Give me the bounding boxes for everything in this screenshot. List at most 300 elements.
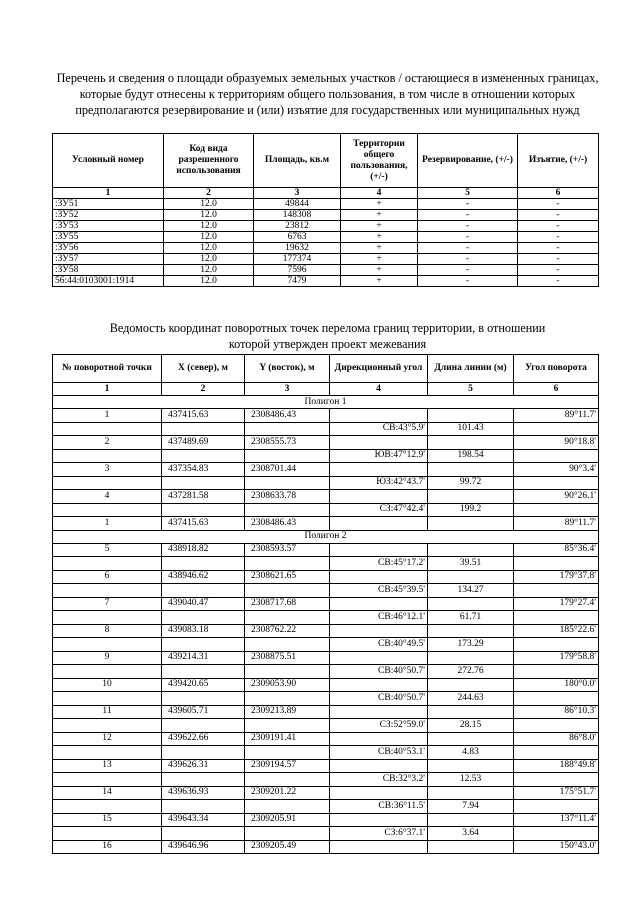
table-cell: 7: [53, 597, 162, 611]
table-cell: Полигон 2: [53, 530, 599, 543]
table-cell: 4: [53, 490, 162, 504]
point-row: [53, 759, 599, 773]
table-cell: 198.54: [428, 449, 514, 463]
table-cell: +: [341, 232, 418, 243]
table-cell: [428, 840, 514, 854]
table-cell: [428, 651, 514, 665]
table-cell: [428, 463, 514, 477]
table-cell: 2308762.22: [245, 624, 330, 638]
column-number: 3: [245, 383, 330, 396]
table-cell: [428, 490, 514, 504]
table-cell: [162, 611, 245, 625]
table-row: [53, 265, 599, 276]
table-cell: :ЗУ57: [53, 254, 164, 265]
table-cell: 175°51.7': [514, 786, 599, 800]
table-cell: +: [341, 210, 418, 221]
segment-row: [53, 557, 599, 571]
column-number-row: [53, 383, 599, 396]
table1-body: [53, 199, 599, 287]
column-number: 6: [514, 383, 599, 396]
table-cell: [162, 503, 245, 517]
table-cell: 2308486.43: [245, 517, 330, 531]
point-row: [53, 678, 599, 692]
table-cell: -: [418, 254, 518, 265]
table-cell: -: [418, 210, 518, 221]
table-cell: ЮВ:47°12.9': [330, 449, 428, 463]
table-cell: [162, 692, 245, 706]
table-cell: [245, 611, 330, 625]
table-cell: 188°49.8': [514, 759, 599, 773]
table-cell: -: [518, 199, 599, 210]
table-cell: СВ:45°39.5': [330, 584, 428, 598]
table-cell: 85°36.4': [514, 543, 599, 557]
column-number: 3: [254, 188, 341, 199]
table-cell: [53, 584, 162, 598]
header-cell: Y (восток), м: [245, 355, 330, 383]
table-cell: ЮЗ:42°43.7': [330, 476, 428, 490]
header-cell: X (север), м: [162, 355, 245, 383]
table-cell: [245, 665, 330, 679]
table-cell: [53, 638, 162, 652]
table-cell: [330, 786, 428, 800]
table-cell: 179°58.8': [514, 651, 599, 665]
table-cell: [330, 570, 428, 584]
table-cell: [514, 719, 599, 733]
segment-row: [53, 692, 599, 706]
table-cell: 439636.93: [162, 786, 245, 800]
header-cell: Угол поворота: [514, 355, 599, 383]
table-cell: [245, 476, 330, 490]
table-cell: 2308555.73: [245, 436, 330, 450]
table-cell: 4.83: [428, 746, 514, 760]
table-cell: [330, 813, 428, 827]
table-cell: [53, 422, 162, 436]
table-cell: [514, 665, 599, 679]
table-cell: [514, 746, 599, 760]
table-cell: [245, 449, 330, 463]
table-cell: -: [518, 265, 599, 276]
table-cell: [330, 543, 428, 557]
table-cell: [245, 422, 330, 436]
table-cell: 439646.96: [162, 840, 245, 854]
table-cell: 439626.31: [162, 759, 245, 773]
point-row: [53, 543, 599, 557]
table-cell: [162, 827, 245, 841]
table-cell: 56:44:0103001:1914: [53, 276, 164, 287]
table-cell: +: [341, 199, 418, 210]
point-row: [53, 463, 599, 477]
table-cell: [514, 476, 599, 490]
table-cell: [162, 422, 245, 436]
table-cell: -: [518, 276, 599, 287]
table-cell: 244.63: [428, 692, 514, 706]
table-cell: [245, 746, 330, 760]
point-row: [53, 732, 599, 746]
table-cell: 12.0: [164, 254, 254, 265]
segment-row: [53, 665, 599, 679]
table-cell: [53, 611, 162, 625]
table-cell: -: [418, 199, 518, 210]
table-cell: [162, 476, 245, 490]
table-cell: [245, 827, 330, 841]
header-cell: Территории общего пользования, (+/-): [341, 134, 418, 188]
table-cell: [162, 557, 245, 571]
table-cell: 437281.58: [162, 490, 245, 504]
segment-row: [53, 746, 599, 760]
table-cell: СВ:46°12.1': [330, 611, 428, 625]
table-cell: [514, 827, 599, 841]
table-cell: [53, 503, 162, 517]
segment-row: [53, 827, 599, 841]
table-cell: [428, 705, 514, 719]
table-cell: СВ:36°11.5': [330, 800, 428, 814]
table-cell: [514, 503, 599, 517]
table-cell: [330, 651, 428, 665]
table-cell: 134.27: [428, 584, 514, 598]
table-cell: 2309191.41: [245, 732, 330, 746]
table-cell: [514, 449, 599, 463]
table-cell: СВ:40°53.1': [330, 746, 428, 760]
table-cell: 2309194.57: [245, 759, 330, 773]
table-cell: СВ:32°3.2': [330, 773, 428, 787]
table-cell: [514, 557, 599, 571]
table-cell: :ЗУ51: [53, 199, 164, 210]
table-row: [53, 232, 599, 243]
point-row: [53, 786, 599, 800]
table-cell: 10: [53, 678, 162, 692]
polygon-title-row: [53, 530, 599, 543]
table-cell: [245, 584, 330, 598]
table1-heading: Перечень и сведения о площади образуемых земельных участков / остающиеся в измененных границах, которые будут отнесены к территориям общего пользования, в том числе в отношении которых предполагаются резервирование и (или) изъятие для государственных или муниципальных нужд: [56, 71, 599, 117]
table-cell: [330, 436, 428, 450]
table-cell: 2308633.78: [245, 490, 330, 504]
table-cell: [428, 786, 514, 800]
table-cell: +: [341, 254, 418, 265]
table-cell: [53, 449, 162, 463]
table-cell: -: [518, 210, 599, 221]
table-cell: +: [341, 265, 418, 276]
table-cell: [162, 449, 245, 463]
point-row: [53, 840, 599, 854]
table-cell: 437489.69: [162, 436, 245, 450]
table-cell: [428, 813, 514, 827]
segment-row: [53, 503, 599, 517]
table-row: [53, 254, 599, 265]
table-cell: [245, 557, 330, 571]
table-cell: [245, 638, 330, 652]
column-number: 6: [518, 188, 599, 199]
header-cell: Резервирование, (+/-): [418, 134, 518, 188]
table-cell: 5: [53, 543, 162, 557]
table-cell: 1: [53, 517, 162, 531]
table-cell: 89°11.7': [514, 517, 599, 531]
table-cell: [428, 732, 514, 746]
table-cell: 2: [53, 436, 162, 450]
table-cell: [53, 827, 162, 841]
table-cell: [245, 692, 330, 706]
table-cell: СВ:40°50.7': [330, 692, 428, 706]
table-cell: 2309205.49: [245, 840, 330, 854]
table-cell: 2309205.91: [245, 813, 330, 827]
table-cell: 438918.82: [162, 543, 245, 557]
segment-row: [53, 638, 599, 652]
table-cell: 2309053.90: [245, 678, 330, 692]
table-cell: :ЗУ56: [53, 243, 164, 254]
header-cell: Площадь, кв.м: [254, 134, 341, 188]
point-row: [53, 705, 599, 719]
table-cell: 150°43.0': [514, 840, 599, 854]
table-cell: 179°27.4': [514, 597, 599, 611]
table-cell: 1: [53, 409, 162, 423]
table-cell: [162, 665, 245, 679]
table-cell: 86°8.0': [514, 732, 599, 746]
table-cell: [330, 678, 428, 692]
table-cell: 2309213.89: [245, 705, 330, 719]
table-cell: [53, 800, 162, 814]
table-cell: 90°18.8': [514, 436, 599, 450]
table-cell: [53, 665, 162, 679]
table-cell: 16: [53, 840, 162, 854]
table-row: [53, 221, 599, 232]
table-row: [53, 199, 599, 210]
table-cell: 3: [53, 463, 162, 477]
table-cell: [330, 597, 428, 611]
table-cell: 7.94: [428, 800, 514, 814]
table-cell: -: [418, 276, 518, 287]
table-cell: 90°3.4': [514, 463, 599, 477]
point-row: [53, 570, 599, 584]
segment-row: [53, 800, 599, 814]
table-cell: СЗ:52°59.0': [330, 719, 428, 733]
table-cell: [245, 800, 330, 814]
point-row: [53, 409, 599, 423]
table-cell: СЗ:47°42.4': [330, 503, 428, 517]
table-cell: 11: [53, 705, 162, 719]
table-cell: 177374: [254, 254, 341, 265]
table-cell: [428, 759, 514, 773]
table-cell: СВ:43°5.9': [330, 422, 428, 436]
table-cell: -: [418, 265, 518, 276]
header-cell: Изъятие, (+/-): [518, 134, 599, 188]
table-cell: 437354.83: [162, 463, 245, 477]
table-cell: [514, 773, 599, 787]
table-cell: 439605.71: [162, 705, 245, 719]
table-cell: [53, 773, 162, 787]
table-cell: 137°11.4': [514, 813, 599, 827]
table-cell: -: [518, 221, 599, 232]
table-cell: СВ:45°17.2': [330, 557, 428, 571]
table-cell: 12.0: [164, 199, 254, 210]
table-cell: [162, 584, 245, 598]
table-cell: -: [418, 243, 518, 254]
table-cell: 7596: [254, 265, 341, 276]
column-number: 4: [330, 383, 428, 396]
point-row: [53, 624, 599, 638]
table-cell: [428, 624, 514, 638]
point-row: [53, 517, 599, 531]
table-cell: [330, 705, 428, 719]
table-cell: 437415.63: [162, 409, 245, 423]
point-row: [53, 813, 599, 827]
table-cell: 2309201.22: [245, 786, 330, 800]
table-cell: :ЗУ52: [53, 210, 164, 221]
table-cell: 439622.66: [162, 732, 245, 746]
column-number: 4: [341, 188, 418, 199]
table-cell: [53, 746, 162, 760]
table-cell: 86°10.3': [514, 705, 599, 719]
segment-row: [53, 611, 599, 625]
table-cell: -: [418, 221, 518, 232]
table-cell: 28.15: [428, 719, 514, 733]
table-cell: 90°26.1': [514, 490, 599, 504]
table-cell: [53, 719, 162, 733]
table-cell: 12.0: [164, 243, 254, 254]
table-cell: [428, 436, 514, 450]
table-cell: СВ:40°49.5': [330, 638, 428, 652]
table-row: [53, 276, 599, 287]
table-cell: 61.71: [428, 611, 514, 625]
table-cell: 3.64: [428, 827, 514, 841]
table-cell: СВ:40°50.7': [330, 665, 428, 679]
table-cell: [330, 517, 428, 531]
table-cell: [330, 463, 428, 477]
table-cell: 7479: [254, 276, 341, 287]
table-cell: 439040.47: [162, 597, 245, 611]
land-plots-table: [52, 133, 599, 287]
table-cell: 2308621.65: [245, 570, 330, 584]
table-header-row: [53, 134, 599, 188]
column-number: 1: [53, 188, 164, 199]
point-row: [53, 490, 599, 504]
column-number: 2: [164, 188, 254, 199]
table-cell: 437415.63: [162, 517, 245, 531]
coordinates-table: [52, 354, 599, 854]
table-cell: 23812: [254, 221, 341, 232]
table-cell: 89°11.7': [514, 409, 599, 423]
table-cell: [53, 476, 162, 490]
table-cell: [428, 409, 514, 423]
table-cell: 439420.65: [162, 678, 245, 692]
table-cell: [245, 719, 330, 733]
column-number: 1: [53, 383, 162, 396]
segment-row: [53, 476, 599, 490]
table-cell: 19632: [254, 243, 341, 254]
table-cell: :ЗУ53: [53, 221, 164, 232]
segment-row: [53, 719, 599, 733]
header-cell: Условный номер: [53, 134, 164, 188]
table-cell: 180°0.0': [514, 678, 599, 692]
column-number: 5: [418, 188, 518, 199]
table-cell: [53, 692, 162, 706]
table-cell: 14: [53, 786, 162, 800]
table-header-row: [53, 355, 599, 383]
table-cell: 179°37.8': [514, 570, 599, 584]
segment-row: [53, 422, 599, 436]
table-cell: 2308875.51: [245, 651, 330, 665]
point-row: [53, 597, 599, 611]
header-cell: Код вида разрешенного использования: [164, 134, 254, 188]
table-cell: 439643.34: [162, 813, 245, 827]
table-cell: [330, 840, 428, 854]
table-cell: 101.43: [428, 422, 514, 436]
table-cell: [514, 638, 599, 652]
segment-row: [53, 584, 599, 598]
table-cell: 185°22.6': [514, 624, 599, 638]
table-cell: Полигон 1: [53, 396, 599, 409]
table-cell: [330, 732, 428, 746]
table-cell: 272.76: [428, 665, 514, 679]
table-cell: [162, 638, 245, 652]
table-row: [53, 210, 599, 221]
table-cell: :ЗУ55: [53, 232, 164, 243]
table-cell: [245, 773, 330, 787]
table-cell: [245, 503, 330, 517]
table-cell: +: [341, 276, 418, 287]
table-cell: 2308701.44: [245, 463, 330, 477]
table-cell: [162, 746, 245, 760]
column-number: 5: [428, 383, 514, 396]
table-cell: 12.0: [164, 221, 254, 232]
table-cell: 199.2: [428, 503, 514, 517]
table-cell: 2308593.57: [245, 543, 330, 557]
table-cell: 9: [53, 651, 162, 665]
column-number-row: [53, 188, 599, 199]
table-cell: -: [418, 232, 518, 243]
point-row: [53, 651, 599, 665]
table-cell: 439083.18: [162, 624, 245, 638]
table-cell: [428, 597, 514, 611]
table-cell: 12.0: [164, 265, 254, 276]
table-cell: 2308486.43: [245, 409, 330, 423]
table-cell: 12.0: [164, 276, 254, 287]
table-cell: [514, 800, 599, 814]
table-cell: 12.0: [164, 232, 254, 243]
table-cell: 12.53: [428, 773, 514, 787]
table-cell: 439214.31: [162, 651, 245, 665]
table-cell: 49844: [254, 199, 341, 210]
table-cell: [514, 584, 599, 598]
table-cell: [514, 611, 599, 625]
table-cell: -: [518, 232, 599, 243]
header-cell: № поворотной точки: [53, 355, 162, 383]
table-cell: [162, 773, 245, 787]
table-cell: 39.51: [428, 557, 514, 571]
table-cell: [162, 719, 245, 733]
table-cell: [428, 517, 514, 531]
table-cell: +: [341, 221, 418, 232]
table-cell: 438946.62: [162, 570, 245, 584]
table-cell: [514, 692, 599, 706]
table-cell: 12: [53, 732, 162, 746]
column-number: 2: [162, 383, 245, 396]
table-cell: :ЗУ58: [53, 265, 164, 276]
polygon-title-row: [53, 396, 599, 409]
table-cell: [330, 624, 428, 638]
table-cell: 99.72: [428, 476, 514, 490]
table-cell: +: [341, 243, 418, 254]
table-cell: [330, 759, 428, 773]
table-cell: 8: [53, 624, 162, 638]
table-cell: 6: [53, 570, 162, 584]
table-cell: [428, 678, 514, 692]
table-cell: 12.0: [164, 210, 254, 221]
table-cell: [330, 490, 428, 504]
table-cell: 173.29: [428, 638, 514, 652]
point-row: [53, 436, 599, 450]
table2-heading: Ведомость координат поворотных точек перелома границ территории, в отношении которой утвержден проект межевания: [109, 321, 546, 351]
header-cell: Длина линии (м): [428, 355, 514, 383]
table-cell: [162, 800, 245, 814]
